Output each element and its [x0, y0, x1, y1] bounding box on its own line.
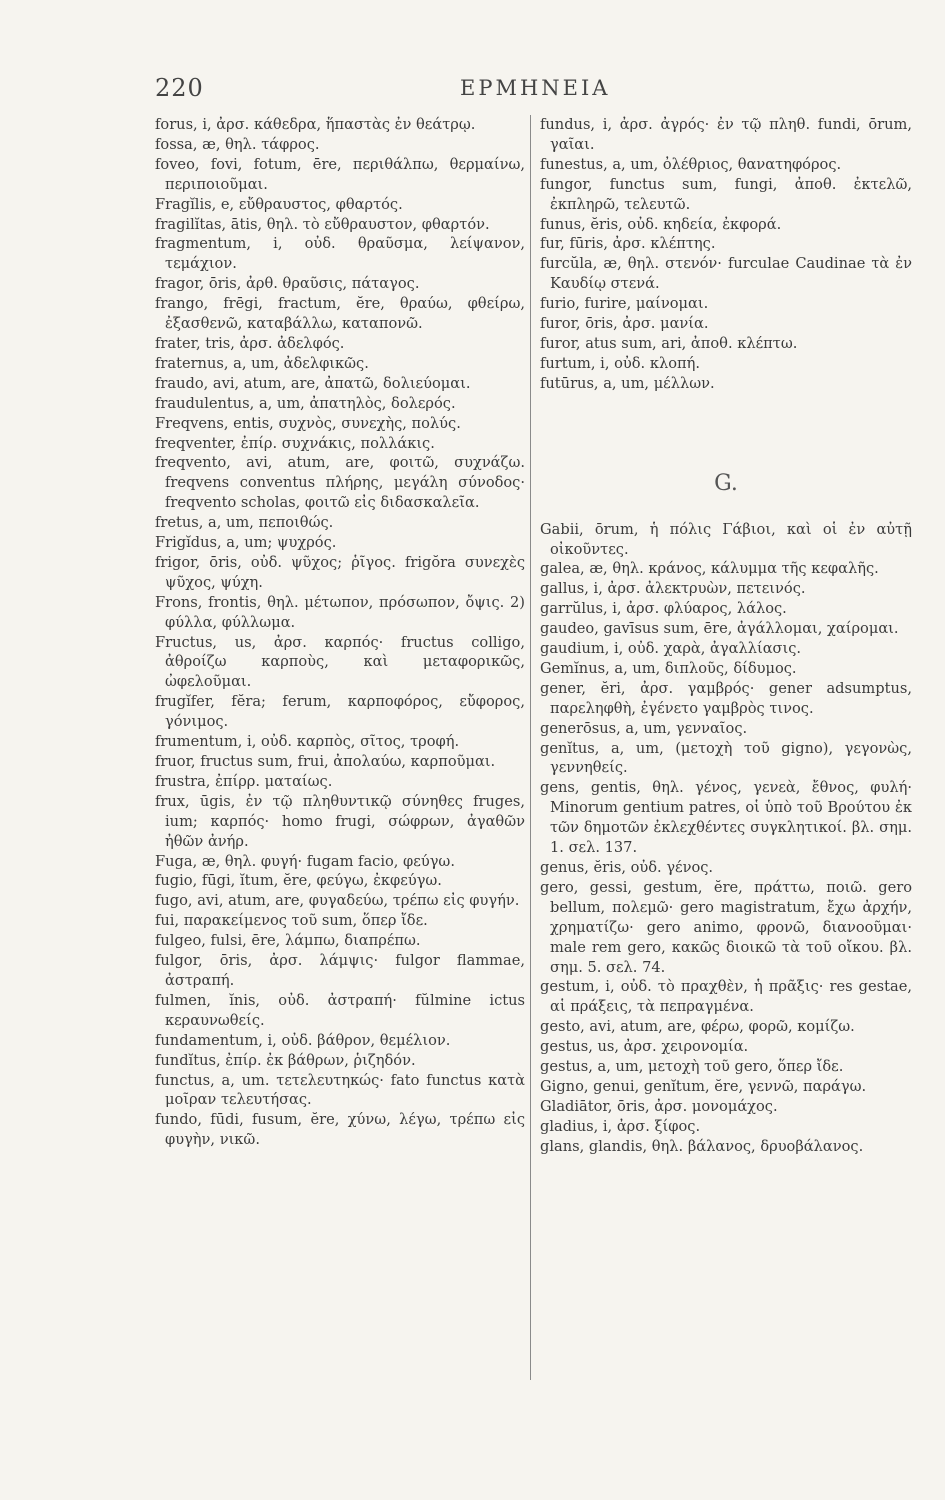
- dictionary-entry: genĭtus, a, um, (μετοχὴ τοῦ gigno), γεγονὼς, γεννηθείς.: [540, 739, 912, 777]
- dictionary-entry: forus, i, ἀρσ. κάθεδρα, ἥπαστὰς ἐν θεάτρῳ.: [155, 116, 476, 133]
- dictionary-entry: gallus, i, ἀρσ. ἀλεκτρυὼν, πετεινός.: [540, 580, 806, 598]
- dictionary-entry: fui, παρακείμενος τοῦ sum, ὅπερ ἴδε.: [155, 912, 428, 930]
- dictionary-entry: gestus, a, um, μετοχὴ τοῦ gero, ὅπερ ἴδε.: [540, 1058, 844, 1076]
- dictionary-entry: fundamentum, i, οὐδ. βάθρον, θεμέλιον.: [155, 1031, 451, 1049]
- f-entries-continued: [540, 115, 912, 394]
- dictionary-entry: fulgeo, fulsi, ēre, λάμπω, διαπρέπω.: [155, 932, 421, 950]
- g-entries: [540, 520, 912, 1157]
- left-column: [155, 115, 525, 1385]
- dictionary-entry: frigor, ōris, οὐδ. ψῦχος; ῥῖγος. frigŏra συνεχὲς ψῦχος, ψύχη.: [155, 553, 525, 591]
- dictionary-entry: freqvento, avi, atum, are, φοιτῶ, συχνάζω. freqvens conventus πλήρης, μεγάλη σύνοδος· freqvento scholas, φοιτῶ εἰς διδασκαλεῖα.: [155, 454, 525, 512]
- dictionary-entry: Frons, frontis, θηλ. μέτωπον, πρόσωπον, ὄψις. 2) φύλλα, φύλλωμα.: [155, 593, 525, 631]
- dictionary-entry: functus, a, um. τετελευτηκώς· fato functus κατὰ μοῖραν τελευτήσας.: [155, 1071, 525, 1109]
- dictionary-entry: fur, fūris, ἀρσ. κλέπτης.: [540, 235, 716, 253]
- dictionary-entry: Gemĭnus, a, um, διπλοῦς, δίδυμος.: [540, 659, 797, 677]
- dictionary-entry: gesto, avi, atum, are, φέρω, φορῶ, κομίζω.: [540, 1018, 855, 1036]
- dictionary-entry: fundus, i, ἀρσ. ἀγρός· ἐν τῷ πληθ. fundi, ōrum, γαῖαι.: [540, 116, 912, 153]
- dictionary-entry: furor, atus sum, ari, ἀποθ. κλέπτω.: [540, 334, 798, 352]
- dictionary-entry: furor, ōris, ἀρσ. μανία.: [540, 315, 709, 333]
- dictionary-entry: fragilĭtas, ātis, θηλ. τὸ εὔθραυστον, φθαρτόν.: [155, 215, 490, 233]
- dictionary-entry: glans, glandis, θηλ. βάλανος, δρυοβάλανος.: [540, 1137, 864, 1155]
- dictionary-entry: furtum, i, οὐδ. κλοπή.: [540, 354, 700, 372]
- running-title: ΕΡΜΗΝΕΙΑ: [460, 76, 611, 100]
- page-number: 220: [155, 74, 204, 102]
- dictionary-entry: gestum, i, οὐδ. τὸ πραχθὲν, ἡ πρᾶξις· res gestae, αἱ πράξεις, τὰ πεπραγμένα.: [540, 978, 912, 1016]
- dictionary-entry: fulgor, ōris, ἀρσ. λάμψις· fulgor flammae, ἀστραπή.: [155, 952, 525, 989]
- dictionary-entry: freqventer, ἐπίρ. συχνάκις, πολλάκις.: [155, 434, 435, 452]
- dictionary-entry: gens, gentis, θηλ. γένος, γενεὰ, ἔθνος, φυλή· Minorum gentium patres, οἱ ὑπὸ τοῦ Βρούτου ἐκ τῶν δημοτῶν ἐκλεχθέντες συγκλητικοί. βλ. σημ. 1. σελ. 137.: [540, 779, 912, 857]
- dictionary-entry: frugĭfer, fĕra; ferum, καρποφόρος, εὔφορος, γόνιμος.: [155, 693, 525, 731]
- dictionary-entry: Fragĭlis, e, εὔθραυστος, φθαρτός.: [155, 195, 403, 213]
- dictionary-entry: fossa, æ, θηλ. τάφρος.: [155, 135, 320, 153]
- dictionary-entry: Gigno, genui, genĭtum, ĕre, γεννῶ, παράγω.: [540, 1077, 867, 1095]
- dictionary-entry: fundo, fūdi, fusum, ĕre, χύνω, λέγω, τρέπω εἰς φυγὴν, νικῶ.: [155, 1111, 525, 1149]
- dictionary-entry: Gladiātor, ōris, ἀρσ. μονομάχος.: [540, 1097, 778, 1115]
- dictionary-entry: gaudium, i, οὐδ. χαρὰ, ἀγαλλίασις.: [540, 640, 802, 658]
- dictionary-entry: fulmen, ĭnis, οὐδ. ἀστραπή· fŭlmine ictus κεραυνωθείς.: [155, 991, 525, 1029]
- dictionary-entry: galea, æ, θηλ. κράνος, κάλυμμα τῆς κεφαλῆς.: [540, 560, 879, 578]
- dictionary-entry: gero, gessi, gestum, ĕre, πράττω, ποιῶ. gero bellum, πολεμῶ· gero magistratum, ἔχω ἀρχήν, χρηματίζω· gero animo, φρονῶ, διανοοῦμαι· male rem gero, κακῶς διοικῶ τὰ τοῦ οἴκου. βλ. σημ. 5. σελ. 74.: [540, 878, 912, 976]
- dictionary-entry: Fructus, us, ἀρσ. καρπός· fructus colligo, ἀθροίζω καρποὺς, καὶ μεταφορικῶς, ὠφελοῦμαι.: [155, 633, 525, 691]
- dictionary-entry: funestus, a, um, ὀλέθριος, θανατηφόρος.: [540, 155, 842, 173]
- dictionary-entry: frumentum, i, οὐδ. καρπὸς, σῖτος, τροφή.: [155, 733, 460, 751]
- dictionary-entry: furio, furire, μαίνομαι.: [540, 295, 709, 313]
- section-gap: [540, 394, 912, 450]
- dictionary-entry: garrŭlus, i, ἀρσ. φλύαρος, λάλος.: [540, 600, 787, 618]
- dictionary-entry: Gabii, ōrum, ἡ πόλις Γάβιοι, καὶ οἱ ἐν αὐτῇ οἰκοῦντες.: [540, 520, 912, 558]
- dictionary-entry: Fuga, æ, θηλ. φυγή· fugam facio, φεύγω.: [155, 852, 455, 870]
- dictionary-entry: funus, ĕris, οὐδ. κηδεία, ἐκφορά.: [540, 215, 782, 233]
- dictionary-entry: fragmentum, i, οὐδ. θραῦσμα, λείψανον, τεμάχιον.: [155, 235, 525, 273]
- dictionary-entry: fugio, fūgi, ĭtum, ĕre, φεύγω, ἐκφεύγω.: [155, 872, 442, 890]
- dictionary-entry: fraudulentus, a, um, ἀπατηλὸς, δολερός.: [155, 394, 456, 412]
- dictionary-entry: fraudo, avi, atum, are, ἀπατῶ, δολιεύομαι.: [155, 374, 471, 392]
- dictionary-entry: gaudeo, gavīsus sum, ēre, ἀγάλλομαι, χαίρομαι.: [540, 620, 899, 638]
- column-divider: [530, 115, 531, 1380]
- dictionary-entry: Frigĭdus, a, um; ψυχρός.: [155, 534, 337, 552]
- dictionary-entry: frango, frēgi, fractum, ĕre, θραύω, φθείρω, ἐξασθενῶ, καταβάλλω, καταπονῶ.: [155, 295, 525, 333]
- dictionary-entry: furcŭla, æ, θηλ. στενόν· furculae Caudinae τὰ ἐν Καυδίῳ στενά.: [540, 255, 912, 293]
- dictionary-entry: fretus, a, um, πεποιθώς.: [155, 514, 334, 532]
- dictionary-entry: gestus, us, ἀρσ. χειρονομία.: [540, 1038, 749, 1056]
- right-column: [540, 115, 912, 1385]
- section-letter-g: G.: [714, 470, 738, 496]
- dictionary-entry: fugo, avi, atum, are, φυγαδεύω, τρέπω εἰς φυγήν.: [155, 892, 520, 910]
- dictionary-entry: genus, ĕris, οὐδ. γένος.: [540, 859, 714, 876]
- page-header: [155, 72, 925, 108]
- dictionary-entry: fundĭtus, ἐπίρ. ἐκ βάθρων, ῥιζηδόν.: [155, 1051, 416, 1069]
- dictionary-entry: frustra, ἐπίρρ. ματαίως.: [155, 772, 333, 790]
- dictionary-entry: fruor, fructus sum, frui, ἀπολαύω, καρποῦμαι.: [155, 753, 496, 770]
- dictionary-entry: fraternus, a, um, ἀδελφικῶς.: [155, 354, 369, 372]
- dictionary-entry: Freqvens, entis, συχνὸς, συνεχὴς, πολύς.: [155, 414, 461, 432]
- dictionary-entry: gladius, i, ἀρσ. ξίφος.: [540, 1117, 701, 1135]
- dictionary-entry: frux, ūgis, ἐν τῷ πληθυντικῷ σύνηθες fruges, ium; καρπός· homo frugi, σώφρων, ἀγαθῶν ἠθῶν ἀνήρ.: [155, 792, 525, 850]
- dictionary-entry: futūrus, a, um, μέλλων.: [540, 374, 715, 392]
- dictionary-entry: fungor, functus sum, fungi, ἀποθ. ἐκτελῶ, ἐκπληρῶ, τελευτῶ.: [540, 175, 912, 213]
- dictionary-entry: gener, ĕri, ἀρσ. γαμβρός· gener adsumptus, παρεληφθὴ, ἐγένετο γαμβρὸς τινος.: [540, 679, 912, 717]
- dictionary-entry: generōsus, a, um, γενναῖος.: [540, 719, 748, 737]
- dictionary-entry: frater, tris, ἀρσ. ἀδελφός.: [155, 334, 345, 352]
- dictionary-entry: foveo, fovi, fotum, ēre, περιθάλπω, θερμαίνω, περιποιοῦμαι.: [155, 155, 525, 193]
- dictionary-entry: fragor, ōris, ἀρθ. θραῦσις, πάταγος.: [155, 275, 420, 293]
